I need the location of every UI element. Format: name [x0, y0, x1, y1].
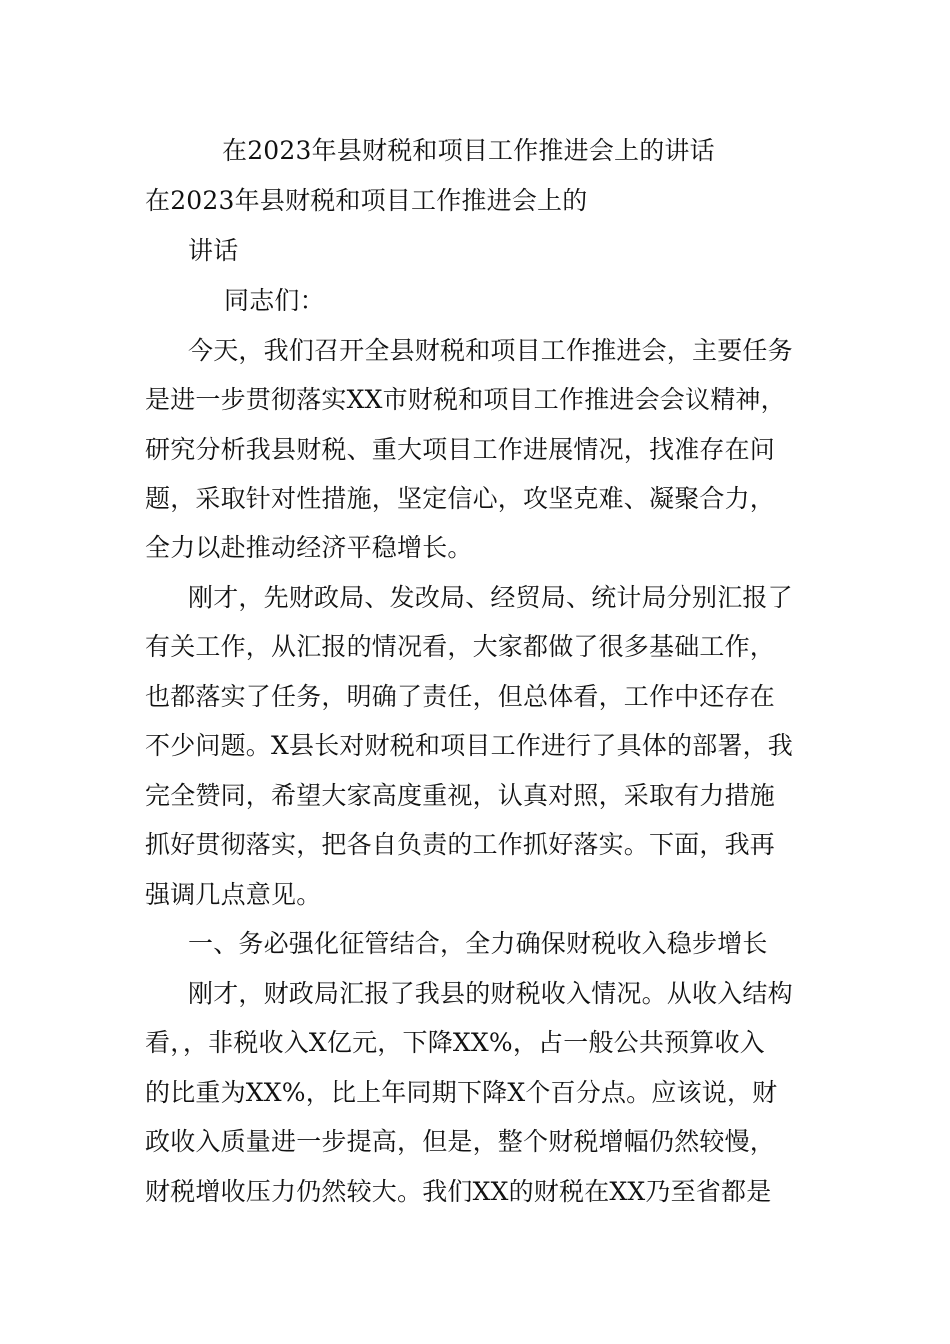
document-subtitle-line-1: 在2023年县财税和项目工作推进会上的 — [145, 186, 588, 215]
document-title: 在2023年县财税和项目工作推进会上的讲话 — [222, 136, 715, 165]
body-line: 有关工作，从汇报的情况看，大家都做了很多基础工作， — [145, 632, 776, 661]
body-line: 刚才，财政局汇报了我县的财税收入情况。从收入结构 — [188, 979, 793, 1008]
body-line: 今天，我们召开全县财税和项目工作推进会，主要任务 — [188, 336, 793, 365]
body-line: 不少问题。X县长对财税和项目工作进行了具体的部署，我 — [145, 731, 794, 760]
body-line: 政收入质量进一步提高，但是，整个财税增幅仍然较慢， — [145, 1127, 776, 1156]
body-line: 刚才，先财政局、发改局、经贸局、统计局分别汇报了 — [188, 583, 793, 612]
body-line: 研究分析我县财税、重大项目工作进展情况，找准存在问 — [145, 435, 776, 464]
body-line: 看，，非税收入X亿元，下降XX%，占一般公共预算收入 — [145, 1028, 765, 1057]
section-heading: 一、务必强化征管结合，全力确保财税收入稳步增长 — [188, 929, 768, 958]
body-line: 是进一步贯彻落实XX市财税和项目工作推进会会议精神， — [145, 385, 786, 414]
body-line: 也都落实了任务，明确了责任，但总体看，工作中还存在 — [145, 682, 776, 711]
body-line: 抓好贯彻落实，把各自负责的工作抓好落实。下面，我再 — [145, 830, 776, 859]
body-line: 强调几点意见。 — [145, 880, 322, 909]
body-line: 题，采取针对性措施，坚定信心，攻坚克难、凝聚合力， — [145, 484, 776, 513]
document-subtitle-line-2: 讲话 — [188, 236, 239, 265]
body-line: 的比重为XX%，比上年同期下降X个百分点。应该说，财 — [145, 1078, 778, 1107]
body-line: 全力以赴推动经济平稳增长。 — [145, 533, 473, 562]
body-line: 财税增收压力仍然较大。我们XX的财税在XX乃至省都是 — [145, 1177, 772, 1206]
body-line: 完全赞同，希望大家高度重视，认真对照，采取有力措施 — [145, 781, 776, 810]
greeting: 同志们： — [224, 286, 325, 315]
